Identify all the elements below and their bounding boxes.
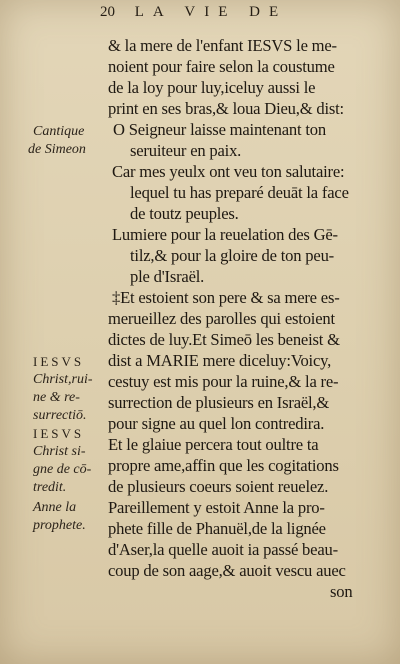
text-line: pour signe au quel lon contredira. xyxy=(108,414,325,433)
text-line: seruiteur en paix. xyxy=(130,141,242,160)
page-number: 20 xyxy=(100,4,115,20)
margin-note: tredit. xyxy=(33,480,67,495)
margin-note: Cantique xyxy=(33,124,85,139)
text-line: de la loy pour luy,iceluy aussi le xyxy=(108,78,316,97)
text-line: phete fille de Phanuël,de la lignée xyxy=(108,519,326,538)
text-line: ‡Et estoient son pere & sa mere es- xyxy=(112,288,340,307)
text-line: print en ses bras,& loua Dieu,& dist: xyxy=(108,99,344,118)
margin-note: de Simeon xyxy=(28,142,86,157)
margin-note: IESVS xyxy=(33,354,85,369)
text-line: tilz,& pour la gloire de ton peu- xyxy=(130,246,334,265)
margin-note: surrectiō. xyxy=(33,408,87,423)
text-line: O Seigneur laisse maintenant ton xyxy=(113,120,326,139)
text-line: Car mes yeulx ont veu ton salutaire: xyxy=(112,162,345,181)
text-line: propre ame,affin que les cogitations xyxy=(108,456,339,475)
text-line: dictes de luy.Et Simeō les beneist & xyxy=(108,330,340,349)
margin-note: Anne la xyxy=(33,500,77,515)
text-line: & la mere de l'enfant IESVS le me- xyxy=(108,36,337,55)
text-line: de toutz peuples. xyxy=(130,204,239,223)
margin-note: prophete. xyxy=(33,518,86,533)
margin-note: Christ si- xyxy=(33,444,86,459)
text-line: Pareillement y estoit Anne la pro- xyxy=(108,498,325,517)
margin-note: ne & re- xyxy=(33,390,80,405)
margin-note: Christ,rui- xyxy=(33,372,93,387)
text-line: cestuy est mis pour la ruine,& la re- xyxy=(108,372,339,391)
text-line: de plusieurs coeurs soient reuelez. xyxy=(108,477,329,496)
catchword: son xyxy=(330,582,353,601)
running-title: LA VIE DE xyxy=(134,4,288,20)
text-line: coup de son aage,& auoit vescu auec xyxy=(108,561,346,580)
text-line: lequel tu has preparé deuāt la face xyxy=(130,183,349,202)
margin-note: gne de cō- xyxy=(33,462,92,477)
text-line: d'Aser,la quelle auoit ia passé beau- xyxy=(108,540,338,559)
text-line: ple d'Israël. xyxy=(130,267,205,286)
text-line: noient pour faire selon la coustume xyxy=(108,57,335,76)
text-line: merueillez des parolles qui estoient xyxy=(108,309,335,328)
text-line: Lumiere pour la reuelation des Gē- xyxy=(112,225,338,244)
page-header xyxy=(100,4,287,21)
text-line: Et le glaiue percera tout oultre ta xyxy=(108,435,319,454)
text-line: surrection de plusieurs en Israël,& xyxy=(108,393,330,412)
text-line: dist a MARIE mere diceluy:Voicy, xyxy=(108,351,332,370)
margin-note: IESVS xyxy=(33,426,85,441)
